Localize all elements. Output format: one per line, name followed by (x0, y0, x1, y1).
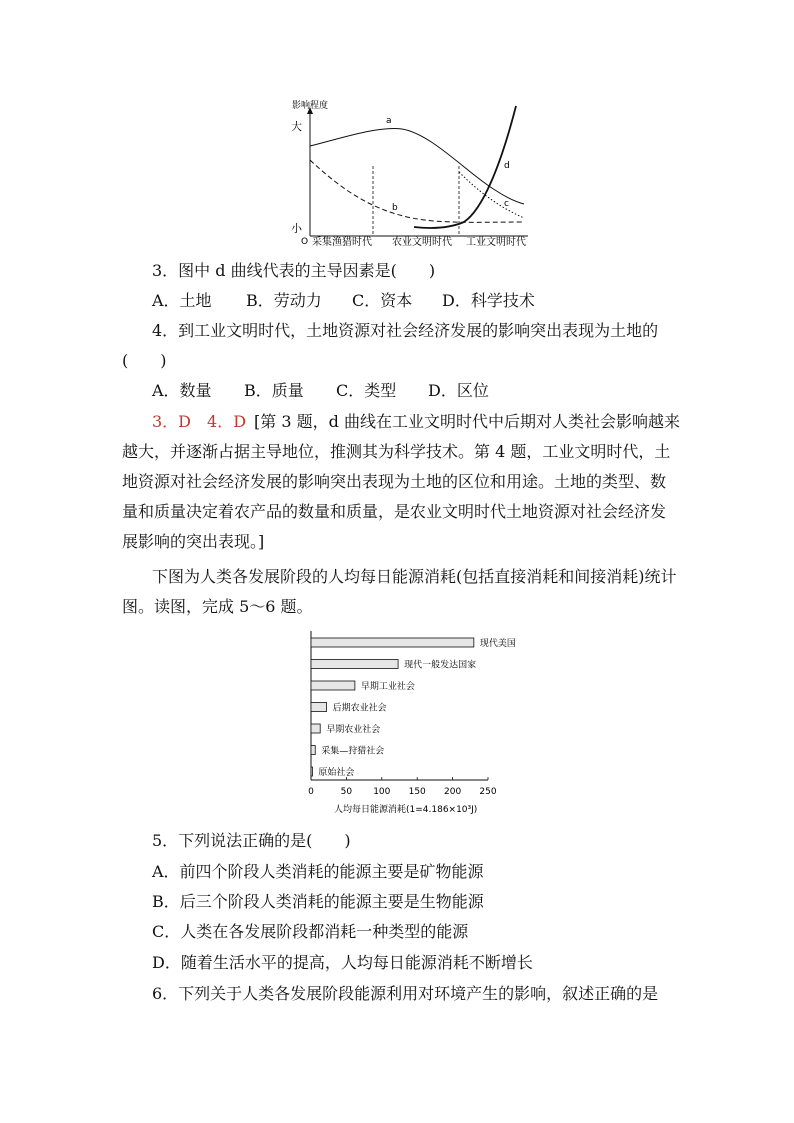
question-4-stem: 4．到工业文明时代，土地资源对社会经济发展的影响突出表现为土地的 (152, 321, 659, 340)
answer-key: 3．D 4．D (152, 412, 247, 431)
period-label: 工业文明时代 (466, 237, 526, 248)
curve-d (414, 106, 516, 228)
x-tick-label: 200 (444, 787, 462, 797)
origin-label: O (301, 237, 309, 247)
option: D．区位 (428, 381, 489, 400)
question-3-stem: 3．图中 d 曲线代表的主导因素是( ) (152, 261, 436, 280)
question-5-option: B．后三个阶段人类消耗的能源主要是生物能源 (152, 892, 484, 911)
option: D．科学技术 (442, 291, 535, 310)
option: A．数量 (152, 381, 212, 400)
curve-c (459, 172, 524, 218)
x-tick-label: 100 (373, 787, 391, 797)
question-5-option: C．人类在各发展阶段都消耗一种类型的能源 (152, 922, 469, 941)
question-4-stem-cont: ( ) (122, 351, 167, 370)
bar-label: 现代美国 (479, 639, 516, 649)
bar (311, 746, 315, 755)
curve-a (310, 129, 524, 204)
energy-consumption-bar-chart (296, 628, 546, 820)
question-3-options (152, 289, 535, 313)
bar-label: 现代一般发达国家 (404, 660, 477, 671)
period-label: 采集渔猎时代 (312, 237, 372, 248)
bar (311, 767, 313, 776)
bar (311, 660, 398, 669)
bar-label: 早期工业社会 (360, 682, 415, 692)
bar-label: 早期农业社会 (326, 725, 381, 735)
intro-line: 下图为人类各发展阶段的人均每日能源消耗(包括直接消耗和间接消耗)统计 (152, 567, 677, 586)
curve-a-label: a (386, 116, 392, 126)
option: B．劳动力 (246, 291, 322, 310)
bar-label: 采集—狩猎社会 (321, 746, 385, 757)
influence-curve-chart (282, 98, 542, 250)
x-tick-label: 150 (408, 787, 426, 797)
intro-line: 图。读图，完成 5～6 题。 (122, 597, 313, 616)
x-tick-label: 250 (479, 787, 497, 797)
question-5-stem: 5．下列说法正确的是( ) (152, 831, 351, 850)
bar (311, 638, 474, 647)
question-6-stem: 6．下列关于人类各发展阶段能源利用对环境产生的影响，叙述正确的是 (152, 984, 659, 1003)
y-low-label: 小 (291, 222, 302, 235)
answer-line: 地资源对社会经济发展的影响突出表现为土地的区位和用途。土地的类型、数 (122, 472, 667, 491)
answer-line: 越大，并逐渐占据主导地位，推测其为科学技术。第 4 题，工业文明时代，土 (122, 442, 671, 461)
curve-b (310, 160, 524, 222)
bar-label: 后期农业社会 (332, 703, 387, 714)
curve-d-label: d (504, 161, 510, 171)
x-tick-label: 50 (340, 787, 353, 797)
bar (311, 703, 327, 712)
y-high-label: 大 (291, 120, 302, 133)
question-5-option: A．前四个阶段人类消耗的能源主要是矿物能源 (152, 862, 484, 881)
bar-label: 原始社会 (318, 768, 355, 778)
period-label: 农业文明时代 (392, 237, 452, 248)
curve-b-label: b (392, 203, 398, 213)
y-axis-label: 影响程度 (292, 101, 329, 111)
bar (311, 681, 355, 690)
option: B．质量 (244, 381, 304, 400)
answer-line: 展影响的突出表现。] (122, 532, 265, 551)
x-axis-label: 人均每日能源消耗(1=4.186×10³J) (334, 805, 478, 815)
question-5-option: D．随着生活水平的提高，人均每日能源消耗不断增长 (152, 953, 533, 972)
curve-c-label: c (504, 199, 509, 209)
option: A．土地 (152, 291, 212, 310)
x-tick-label: 0 (308, 787, 314, 797)
option: C．类型 (336, 381, 397, 400)
answer-text: [第 3 题，d 曲线在工业文明时代中后期对人类社会影响越来 (254, 412, 680, 431)
bar (311, 724, 320, 733)
answer-line: 量和质量决定着农产品的数量和质量，是农业文明时代土地资源对社会经济发 (122, 502, 667, 521)
option: C．资本 (352, 291, 413, 310)
answer-line (152, 410, 680, 434)
question-4-options (152, 379, 489, 403)
